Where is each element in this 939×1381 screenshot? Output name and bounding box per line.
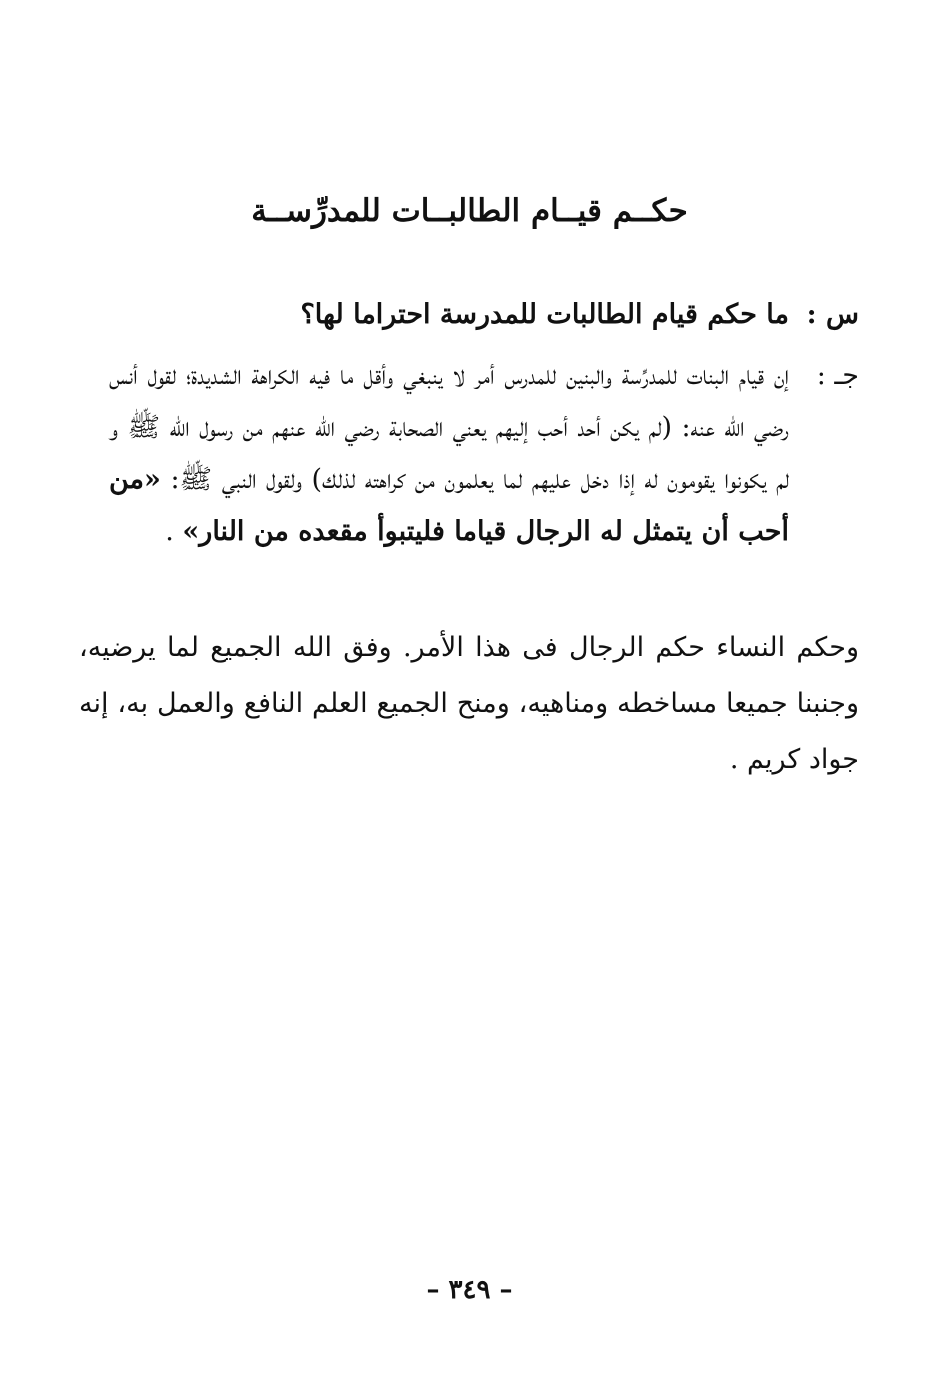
answer-end-mark: . [165, 516, 183, 547]
answer-text: إن قيام البنات للمدرِّسة والبنين للمدرس أمر لا ينبغي وأقل ما فيه الكراهة الشديدة؛ لقول أنس رضي الله عنه: (لم يكن أحد أحب إليهم يعني الصحابة رضي الله عنهم من رسول الله ﷺ و لم يكونوا يقومون له إذا دخل عليهم لما يعلمون من كراهته لذلك) ولقول النبي ﷺ: [109, 360, 789, 495]
closing-paragraph: وحكم النساء حكم الرجال فى هذا الأمر. وفق الله الجميع لما يرضيه، وجنبنا جميعا مساخطه ومناهيه، ومنح الجميع العلم النافع والعمل به، إنه جواد كريم . [79, 632, 859, 775]
answer-block [109, 350, 859, 558]
page-title: حكــم قيــام الطالبــات للمدرِّســة [251, 193, 688, 229]
hadith-quote: «من أحب أن يتمثل له الرجال قياما فليتبوأ مقعده من النار» [109, 464, 789, 547]
question-marker: س : [806, 299, 859, 330]
question-block [109, 292, 859, 338]
answer-marker: جـ : [816, 360, 859, 391]
page-number: – ٣٤٩ – [426, 1275, 513, 1305]
answer-text-block [109, 350, 789, 558]
question-text: ما حكم قيام الطالبات للمدرسة احتراما لها؟ [300, 299, 789, 330]
